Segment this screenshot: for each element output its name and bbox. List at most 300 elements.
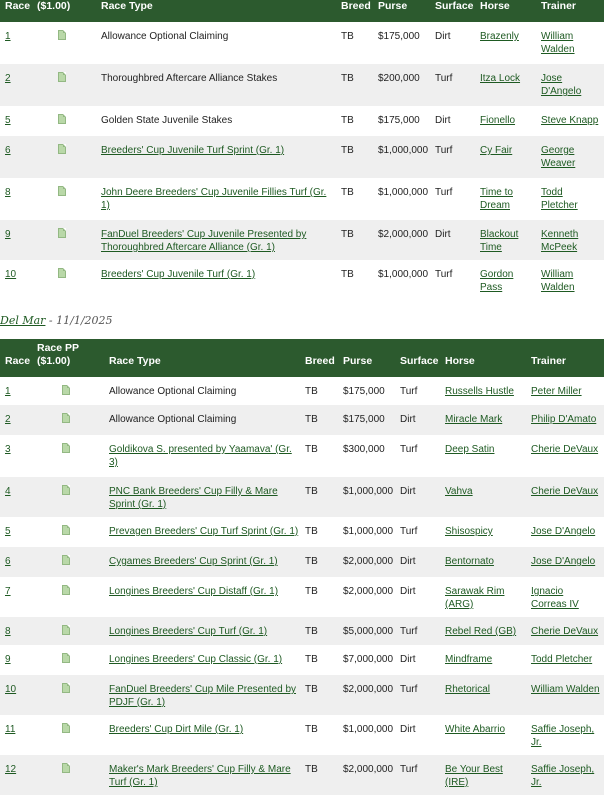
- document-icon[interactable]: [62, 555, 70, 565]
- document-icon[interactable]: [58, 72, 66, 82]
- cell-race-type: [109, 435, 305, 477]
- breed-cell: TB: [341, 269, 354, 280]
- cell-surface-cell: [435, 64, 480, 106]
- trainer-link[interactable]: William Walden: [541, 269, 575, 293]
- cell-breed-cell: [305, 617, 343, 645]
- cell-surface-cell: [435, 178, 480, 220]
- cell-purse-cell: [378, 64, 435, 106]
- race-type-link[interactable]: Breeders' Cup Juvenile Turf (Gr. 1): [101, 269, 256, 280]
- table-row: [0, 435, 604, 477]
- purse-cell: $175,000: [378, 31, 420, 42]
- cell-pp-cell: [37, 577, 109, 617]
- race-number-link[interactable]: 4: [5, 486, 11, 497]
- cell-race-number-link: [0, 645, 37, 675]
- cell-race-type: [109, 577, 305, 617]
- race-type: Golden State Juvenile Stakes: [101, 115, 233, 126]
- horse-link[interactable]: Vahva: [445, 486, 473, 497]
- cell-trainer-link: [531, 517, 604, 547]
- cell-pp-cell: [37, 715, 109, 755]
- cell-race-type: [101, 136, 341, 178]
- cell-purse-cell: [378, 260, 435, 302]
- document-icon[interactable]: [62, 625, 70, 635]
- col-header-race-type: Race Type: [109, 339, 305, 377]
- horse-link[interactable]: Fionello: [480, 115, 516, 126]
- purse-cell: $1,000,000: [343, 486, 394, 497]
- horse-link[interactable]: Bentornato: [445, 556, 494, 567]
- cell-surface-cell: [400, 547, 445, 577]
- cell-trainer-link: [541, 64, 604, 106]
- cell-breed-cell: [341, 106, 378, 136]
- cell-horse-link: [480, 260, 541, 302]
- race-type-link[interactable]: PNC Bank Breeders' Cup Filly & Mare Sprint (Gr. 1): [109, 486, 278, 510]
- cell-purse-cell: [343, 477, 400, 517]
- race-number-link[interactable]: 6: [5, 145, 11, 156]
- race-type: Allowance Optional Claiming: [109, 386, 237, 397]
- purse-cell: $200,000: [378, 73, 420, 84]
- cell-trainer-link: [541, 22, 604, 64]
- document-icon[interactable]: [62, 385, 70, 395]
- purse-cell: $2,000,000: [343, 556, 394, 567]
- cell-breed-cell: [305, 477, 343, 517]
- cell-pp-cell: [37, 106, 101, 136]
- cell-breed-cell: [341, 220, 378, 260]
- table-row: [0, 178, 604, 220]
- race-type: Allowance Optional Claiming: [101, 31, 229, 42]
- cell-trainer-link: [531, 477, 604, 517]
- trainer-link[interactable]: Peter Miller: [531, 386, 582, 397]
- cell-pp-cell: [37, 755, 109, 795]
- document-icon[interactable]: [62, 683, 70, 693]
- cell-breed-cell: [341, 260, 378, 302]
- cell-surface-cell: [400, 377, 445, 405]
- table-row: [0, 715, 604, 755]
- race-type-link[interactable]: Longines Breeders' Cup Distaff (Gr. 1): [109, 586, 279, 597]
- document-icon[interactable]: [62, 413, 70, 423]
- cell-horse-link: [445, 675, 531, 715]
- horse-link[interactable]: Rebel Red (GB): [445, 626, 517, 637]
- cell-race-type: [109, 377, 305, 405]
- breed-cell: TB: [341, 31, 354, 42]
- trainer-link[interactable]: Cherie DeVaux: [531, 444, 599, 455]
- trainer-link[interactable]: Ignacio Correas IV: [531, 586, 579, 610]
- cell-horse-link: [445, 517, 531, 547]
- cell-race-type: [101, 178, 341, 220]
- cell-race-type: [109, 755, 305, 795]
- horse-link[interactable]: Blackout Time: [480, 229, 519, 253]
- race-type-link[interactable]: FanDuel Breeders' Cup Mile Presented by PDJF (Gr. 1): [109, 684, 297, 708]
- results-table-2: [0, 339, 604, 795]
- cell-pp-cell: [37, 220, 101, 260]
- breed-cell: TB: [341, 115, 354, 126]
- cell-purse-cell: [378, 106, 435, 136]
- cell-race-type: [101, 64, 341, 106]
- document-icon[interactable]: [62, 763, 70, 773]
- results-table-1: [0, 0, 604, 302]
- cell-surface-cell: [400, 517, 445, 547]
- trainer-link[interactable]: William Walden: [541, 31, 575, 55]
- cell-trainer-link: [531, 435, 604, 477]
- trainer-link[interactable]: Kenneth McPeek: [541, 229, 579, 253]
- track-link[interactable]: Del Mar: [0, 314, 46, 327]
- cell-race-number-link: [0, 675, 37, 715]
- race-number-link[interactable]: 5: [5, 526, 11, 537]
- cell-purse-cell: [343, 645, 400, 675]
- document-icon[interactable]: [62, 653, 70, 663]
- cell-breed-cell: [341, 22, 378, 64]
- cell-purse-cell: [343, 405, 400, 435]
- cell-surface-cell: [435, 22, 480, 64]
- trainer-link[interactable]: Jose D'Angelo: [541, 73, 582, 97]
- breed-cell: TB: [305, 526, 318, 537]
- document-icon[interactable]: [58, 144, 66, 154]
- race-type-link[interactable]: Breeders' Cup Dirt Mile (Gr. 1): [109, 724, 244, 735]
- col-header-purse: Purse: [343, 339, 400, 377]
- race-type-link[interactable]: Cygames Breeders' Cup Sprint (Gr. 1): [109, 556, 278, 567]
- cell-race-type: [109, 517, 305, 547]
- cell-race-type: [109, 645, 305, 675]
- cell-breed-cell: [341, 136, 378, 178]
- purse-cell: $300,000: [343, 444, 385, 455]
- document-icon[interactable]: [58, 228, 66, 238]
- cell-breed-cell: [305, 577, 343, 617]
- cell-breed-cell: [305, 755, 343, 795]
- cell-trainer-link: [531, 377, 604, 405]
- cell-horse-link: [445, 405, 531, 435]
- cell-purse-cell: [343, 577, 400, 617]
- breed-cell: TB: [305, 684, 318, 695]
- cell-purse-cell: [343, 517, 400, 547]
- race-number-link[interactable]: 5: [5, 115, 11, 126]
- surface-cell: Dirt: [435, 115, 451, 126]
- cell-race-type: [101, 220, 341, 260]
- horse-link[interactable]: Gordon Pass: [480, 269, 514, 293]
- purse-cell: $1,000,000: [343, 526, 394, 537]
- surface-cell: Dirt: [400, 414, 416, 425]
- breed-cell: TB: [305, 724, 318, 735]
- surface-cell: Turf: [400, 626, 418, 637]
- cell-surface-cell: [400, 715, 445, 755]
- cell-purse-cell: [378, 220, 435, 260]
- cell-trainer-link: [531, 577, 604, 617]
- race-number-link[interactable]: 10: [5, 684, 17, 695]
- cell-trainer-link: [531, 405, 604, 435]
- purse-cell: $175,000: [343, 386, 385, 397]
- horse-link[interactable]: Itza Lock: [480, 73, 521, 84]
- breed-cell: TB: [341, 145, 354, 156]
- purse-cell: $1,000,000: [378, 269, 429, 280]
- breed-cell: TB: [305, 414, 318, 425]
- document-icon[interactable]: [58, 268, 66, 278]
- cell-horse-link: [480, 178, 541, 220]
- cell-horse-link: [445, 617, 531, 645]
- purse-cell: $7,000,000: [343, 654, 394, 665]
- cell-race-type: [109, 547, 305, 577]
- trainer-link[interactable]: William Walden: [531, 684, 600, 695]
- table-row: [0, 405, 604, 435]
- race-number-link[interactable]: 1: [5, 31, 11, 42]
- cell-race-number-link: [0, 755, 37, 795]
- cell-horse-link: [445, 547, 531, 577]
- cell-breed-cell: [341, 178, 378, 220]
- race-number-link[interactable]: 11: [5, 724, 16, 735]
- race-number-link[interactable]: 7: [5, 586, 11, 597]
- purse-cell: $5,000,000: [343, 626, 394, 637]
- cell-surface-cell: [400, 675, 445, 715]
- cell-trainer-link: [541, 136, 604, 178]
- race-number-link[interactable]: 12: [5, 764, 17, 775]
- trainer-link[interactable]: George Weaver: [541, 145, 576, 169]
- race-number-link[interactable]: 2: [5, 414, 11, 425]
- race-date: - 11/1/2025: [45, 314, 113, 327]
- purse-cell: $175,000: [343, 414, 385, 425]
- cell-pp-cell: [37, 405, 109, 435]
- race-number-link[interactable]: 9: [5, 654, 11, 665]
- table-row: [0, 645, 604, 675]
- surface-cell: Turf: [400, 684, 418, 695]
- cell-breed-cell: [305, 435, 343, 477]
- breed-cell: TB: [341, 187, 354, 198]
- purse-cell: $2,000,000: [378, 229, 429, 240]
- document-icon[interactable]: [58, 114, 66, 124]
- cell-race-number-link: [0, 136, 37, 178]
- document-icon[interactable]: [62, 443, 70, 453]
- cell-trainer-link: [541, 220, 604, 260]
- cell-purse-cell: [378, 178, 435, 220]
- race-number-link[interactable]: 2: [5, 73, 11, 84]
- cell-trainer-link: [531, 645, 604, 675]
- cell-race-number-link: [0, 220, 37, 260]
- cell-breed-cell: [305, 547, 343, 577]
- trainer-link[interactable]: Saffie Joseph, Jr.: [531, 724, 595, 748]
- cell-breed-cell: [305, 405, 343, 435]
- race-number-link[interactable]: 6: [5, 556, 11, 567]
- surface-cell: Dirt: [400, 486, 416, 497]
- race-type: Thoroughbred Aftercare Alliance Stakes: [101, 73, 278, 84]
- cell-race-number-link: [0, 405, 37, 435]
- race-number-link[interactable]: 8: [5, 626, 11, 637]
- cell-surface-cell: [400, 577, 445, 617]
- cell-breed-cell: [341, 64, 378, 106]
- cell-trainer-link: [531, 617, 604, 645]
- cell-surface-cell: [435, 260, 480, 302]
- cell-race-number-link: [0, 106, 37, 136]
- cell-surface-cell: [400, 755, 445, 795]
- cell-surface-cell: [400, 435, 445, 477]
- breed-cell: TB: [341, 229, 354, 240]
- cell-breed-cell: [305, 645, 343, 675]
- race-number-link[interactable]: 9: [5, 229, 11, 240]
- race-type-link[interactable]: Breeders' Cup Juvenile Turf Sprint (Gr. 1): [101, 145, 285, 156]
- cell-horse-link: [480, 106, 541, 136]
- cell-pp-cell: [37, 547, 109, 577]
- cell-surface-cell: [400, 617, 445, 645]
- breed-cell: TB: [305, 556, 318, 567]
- horse-link[interactable]: Brazenly: [480, 31, 519, 42]
- cell-trainer-link: [541, 106, 604, 136]
- cell-race-type: [101, 106, 341, 136]
- cell-race-number-link: [0, 715, 37, 755]
- race-number-link[interactable]: 1: [5, 386, 11, 397]
- cell-purse-cell: [343, 377, 400, 405]
- cell-pp-cell: [37, 517, 109, 547]
- race-type-link[interactable]: Prevagen Breeders' Cup Turf Sprint (Gr. 1): [109, 526, 299, 537]
- col-header-race: Race: [0, 0, 37, 22]
- cell-purse-cell: [343, 755, 400, 795]
- document-icon[interactable]: [62, 525, 70, 535]
- trainer-link[interactable]: Cherie DeVaux: [531, 486, 599, 497]
- race-number-link[interactable]: 8: [5, 187, 11, 198]
- race-type: Allowance Optional Claiming: [109, 414, 237, 425]
- race-type-link[interactable]: Maker's Mark Breeders' Cup Filly & Mare Turf (Gr. 1): [109, 764, 291, 788]
- table-row: [0, 755, 604, 795]
- trainer-link[interactable]: Steve Knapp: [541, 115, 599, 126]
- horse-link[interactable]: Mindframe: [445, 654, 493, 665]
- document-icon[interactable]: [62, 585, 70, 595]
- purse-cell: $2,000,000: [343, 586, 394, 597]
- cell-horse-link: [480, 220, 541, 260]
- table-row: [0, 22, 604, 64]
- horse-link[interactable]: Miracle Mark: [445, 414, 503, 425]
- trainer-link[interactable]: Todd Pletcher: [531, 654, 593, 665]
- surface-cell: Dirt: [435, 31, 451, 42]
- surface-cell: Turf: [435, 187, 453, 198]
- horse-link[interactable]: Shisospicy: [445, 526, 493, 537]
- surface-cell: Turf: [400, 444, 418, 455]
- table-header-row: [0, 339, 604, 377]
- table-row: [0, 377, 604, 405]
- trainer-link[interactable]: Saffie Joseph, Jr.: [531, 764, 595, 788]
- cell-breed-cell: [305, 517, 343, 547]
- cell-pp-cell: [37, 260, 101, 302]
- cell-race-number-link: [0, 577, 37, 617]
- table-row: [0, 260, 604, 302]
- cell-horse-link: [480, 136, 541, 178]
- cell-trainer-link: [531, 715, 604, 755]
- horse-link[interactable]: Russells Hustle: [445, 386, 514, 397]
- table-row: [0, 547, 604, 577]
- cell-pp-cell: [37, 377, 109, 405]
- race-type-link[interactable]: Longines Breeders' Cup Classic (Gr. 1): [109, 654, 283, 665]
- race-type-link[interactable]: John Deere Breeders' Cup Juvenile Fillies Turf (Gr. 1): [101, 187, 327, 211]
- track-date-line: [0, 302, 610, 339]
- cell-breed-cell: [305, 715, 343, 755]
- cell-horse-link: [445, 645, 531, 675]
- surface-cell: Dirt: [400, 654, 416, 665]
- cell-trainer-link: [531, 755, 604, 795]
- cell-race-type: [101, 22, 341, 64]
- horse-link[interactable]: Sarawak Rim (ARG): [445, 586, 505, 610]
- horse-link[interactable]: Cy Fair: [480, 145, 513, 156]
- col-header-purse: Purse: [378, 0, 435, 22]
- cell-race-number-link: [0, 435, 37, 477]
- horse-link[interactable]: Rhetorical: [445, 684, 491, 695]
- surface-cell: Dirt: [400, 724, 416, 735]
- horse-link[interactable]: Be Your Best (IRE): [445, 764, 503, 788]
- breed-cell: TB: [305, 386, 318, 397]
- race-type-link[interactable]: Goldikova S. presented by Yaamava' (Gr. 3): [109, 444, 292, 468]
- col-header-horse: Horse: [480, 0, 541, 22]
- trainer-link[interactable]: Cherie DeVaux: [531, 626, 599, 637]
- cell-purse-cell: [343, 547, 400, 577]
- cell-purse-cell: [343, 675, 400, 715]
- race-type-link[interactable]: Longines Breeders' Cup Turf (Gr. 1): [109, 626, 268, 637]
- cell-pp-cell: [37, 477, 109, 517]
- breed-cell: TB: [305, 486, 318, 497]
- surface-cell: Turf: [400, 526, 418, 537]
- cell-pp-cell: [37, 675, 109, 715]
- cell-surface-cell: [400, 477, 445, 517]
- cell-race-number-link: [0, 377, 37, 405]
- trainer-link[interactable]: Todd Pletcher: [541, 187, 578, 211]
- trainer-link[interactable]: Jose D'Angelo: [531, 526, 596, 537]
- table-row: [0, 517, 604, 547]
- cell-horse-link: [445, 715, 531, 755]
- col-header-race: Race: [0, 339, 37, 377]
- trainer-link[interactable]: Jose D'Angelo: [531, 556, 596, 567]
- purse-cell: $1,000,000: [343, 724, 394, 735]
- cell-pp-cell: [37, 22, 101, 64]
- table-row: [0, 617, 604, 645]
- col-header-breed: Breed: [305, 339, 343, 377]
- horse-link[interactable]: Time to Dream: [480, 187, 513, 211]
- col-header-trainer: Trainer: [541, 0, 604, 22]
- race-type-link[interactable]: FanDuel Breeders' Cup Juvenile Presented by Thoroughbred Aftercare Alliance (Gr. 1): [101, 229, 307, 253]
- cell-horse-link: [445, 435, 531, 477]
- col-header-race-type: Race Type: [101, 0, 341, 22]
- cell-purse-cell: [378, 136, 435, 178]
- col-header-surface: Surface: [400, 339, 445, 377]
- cell-race-type: [109, 715, 305, 755]
- cell-purse-cell: [378, 22, 435, 64]
- surface-cell: Turf: [435, 269, 453, 280]
- cell-purse-cell: [343, 435, 400, 477]
- document-icon[interactable]: [58, 186, 66, 196]
- cell-breed-cell: [305, 377, 343, 405]
- table-row: [0, 477, 604, 517]
- race-number-link[interactable]: 3: [5, 444, 11, 455]
- cell-horse-link: [445, 577, 531, 617]
- purse-cell: $175,000: [378, 115, 420, 126]
- cell-surface-cell: [400, 645, 445, 675]
- document-icon[interactable]: [58, 30, 66, 40]
- cell-race-type: [109, 477, 305, 517]
- surface-cell: Turf: [435, 145, 453, 156]
- horse-link[interactable]: White Abarrio: [445, 724, 506, 735]
- surface-cell: Dirt: [400, 586, 416, 597]
- table-row: [0, 106, 604, 136]
- cell-horse-link: [480, 64, 541, 106]
- horse-link[interactable]: Deep Satin: [445, 444, 495, 455]
- cell-purse-cell: [343, 715, 400, 755]
- cell-surface-cell: [400, 405, 445, 435]
- cell-horse-link: [445, 477, 531, 517]
- cell-horse-link: [480, 22, 541, 64]
- breed-cell: TB: [305, 586, 318, 597]
- cell-race-number-link: [0, 547, 37, 577]
- cell-race-type: [109, 405, 305, 435]
- col-header-surface: Surface: [435, 0, 480, 22]
- document-icon[interactable]: [62, 723, 70, 733]
- race-number-link[interactable]: 10: [5, 269, 17, 280]
- trainer-link[interactable]: Philip D'Amato: [531, 414, 597, 425]
- document-icon[interactable]: [62, 485, 70, 495]
- cell-trainer-link: [541, 178, 604, 220]
- cell-pp-cell: [37, 617, 109, 645]
- col-header-breed: Breed: [341, 0, 378, 22]
- cell-race-number-link: [0, 477, 37, 517]
- breed-cell: TB: [341, 73, 354, 84]
- cell-race-type: [109, 617, 305, 645]
